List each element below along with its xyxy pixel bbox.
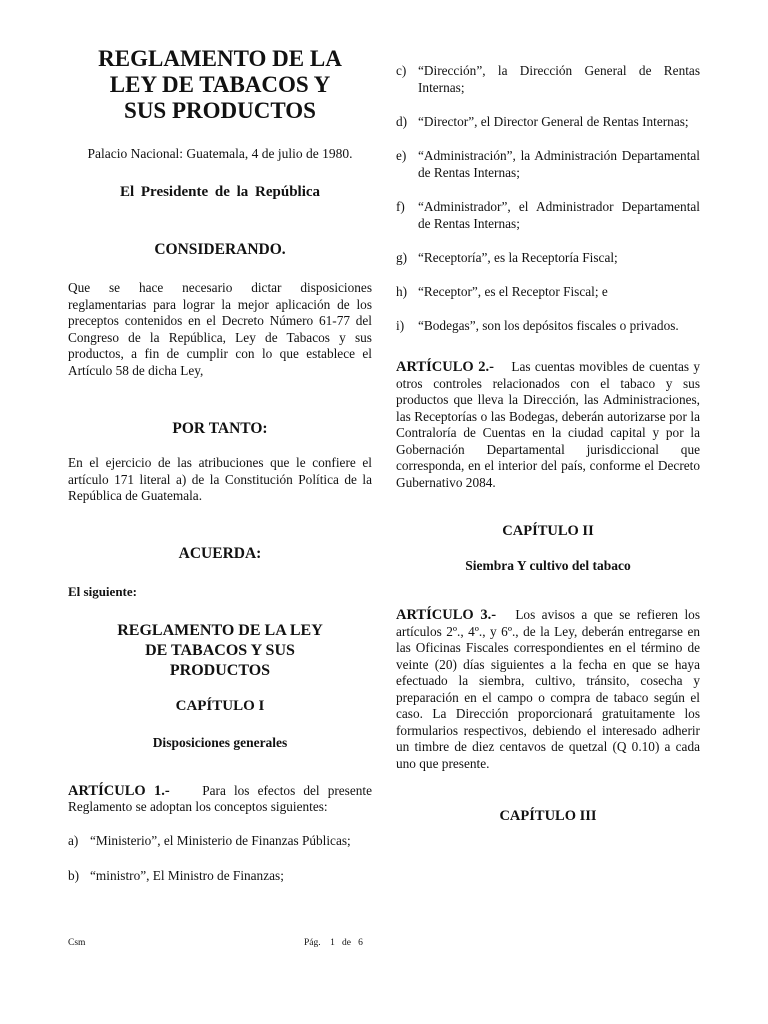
capitulo-2-heading: CAPÍTULO II	[502, 523, 594, 539]
title-line: LEY DE TABACOS Y	[109, 72, 331, 97]
item-label: g)	[396, 250, 408, 265]
title2-line: PRODUCTOS	[169, 661, 271, 679]
item-label: h)	[396, 284, 408, 299]
capitulo-1-heading: CAPÍTULO I	[175, 697, 265, 714]
item-label: d)	[396, 114, 408, 129]
title-line: SUS PRODUCTOS	[124, 98, 316, 123]
item-text: “Bodegas”, son los depósitos fiscales o privados.	[418, 318, 679, 333]
footer-initials: Csm	[68, 938, 86, 948]
reglamento-title	[68, 621, 372, 681]
item-text: “Receptor”, es el Receptor Fiscal; e	[418, 284, 608, 299]
page-label: Pág.	[304, 938, 321, 948]
left-column	[68, 38, 372, 884]
president-heading: El Presidente de la República	[119, 184, 321, 200]
considerando-heading: CONSIDERANDO.	[154, 241, 286, 258]
articulo-1-heading: ARTÍCULO 1.-	[68, 782, 170, 799]
acuerda-heading: ACUERDA:	[178, 544, 262, 562]
portanto-heading: POR TANTO:	[172, 420, 268, 437]
articulo-2-text: Las cuentas movibles de cuentas y otros controles relacionados con el tabaco y sus productos que lleva la Dirección, las Administraciones, las Receptorías o las Bodegas, deberán autorizarse por la Contraloría de Cuentas en la ciudad capital y por la Gobernación Departamental jurisdiccional que corresponda, en el interior del país, conforme el Decreto Gubernativo 2084.	[396, 359, 701, 490]
item-label: e)	[396, 148, 407, 163]
item-label: c)	[396, 63, 407, 78]
capitulo-2-subtitle: Siembra Y cultivo del tabaco	[465, 558, 631, 573]
item-text: “Director”, el Director General de Rentas Internas;	[418, 114, 689, 129]
item-text: “Receptoría”, es la Receptoría Fiscal;	[418, 250, 618, 265]
list-item	[396, 283, 700, 300]
list-item	[68, 832, 372, 849]
item-text: “Ministerio”, el Ministerio de Finanzas Públicas;	[90, 832, 351, 848]
item-label: f)	[396, 199, 405, 214]
articulo-3-heading: ARTÍCULO 3.-	[396, 607, 497, 623]
item-label: a)	[68, 832, 79, 848]
title2-line: REGLAMENTO DE LA LEY	[117, 621, 323, 639]
item-text: “ministro”, El Ministro de Finanzas;	[90, 867, 284, 883]
right-column	[396, 62, 700, 825]
list-item	[396, 249, 700, 266]
page-number	[304, 938, 363, 948]
list-item	[396, 147, 700, 181]
articulo-3	[396, 607, 700, 772]
capitulo-1-subtitle: Disposiciones generales	[152, 734, 288, 750]
list-item	[396, 62, 700, 96]
document-title	[68, 46, 372, 124]
capitulo-3-heading: CAPÍTULO III	[499, 808, 597, 824]
page-de: de	[342, 938, 351, 948]
item-label: b)	[68, 867, 80, 883]
dateline: Palacio Nacional: Guatemala, 4 de julio de 1980.	[87, 146, 353, 161]
item-label: i)	[396, 318, 405, 333]
articulo-1	[68, 783, 372, 816]
articulo-2-heading: ARTÍCULO 2.-	[396, 359, 494, 375]
articulo-1-text: Para los efectos del presente Reglamento se adoptan los conceptos siguientes:	[68, 782, 373, 814]
page-total: 6	[358, 938, 363, 948]
title-line: REGLAMENTO DE LA	[98, 46, 342, 71]
list-item	[68, 867, 372, 884]
item-text: “Dirección”, la Dirección General de Rentas Internas;	[418, 63, 700, 95]
articulo-3-text: Los avisos a que se refieren los artículos 2º., 4º., y 6º., de la Ley, deberán entregarse en las Oficinas Fiscales correspondientes en el término de veinte (20) días siguientes a la fecha en que se haya efectuado la siembra, cultivo, tránsito, cosecha y preparación en el campo o compra de tabaco según el caso. La Dirección proporcionará gratuitamente los formularios respectivos, debiendo el interesado adherir un timbre de diez centavos de quetzal (Q 0.10) a cada uno que presente.	[396, 607, 700, 771]
page-current: 1	[330, 938, 335, 948]
articulo-2	[396, 359, 700, 491]
list-item	[396, 317, 700, 334]
item-text: “Administración”, la Administración Departamental de Rentas Internas;	[418, 148, 700, 180]
item-text: “Administrador”, el Administrador Departamental de Rentas Internas;	[418, 199, 700, 231]
title2-line: DE TABACOS Y SUS	[145, 641, 295, 659]
portanto-paragraph: En el ejercicio de las atribuciones que le confiere el artículo 171 literal a) de la Constitución Política de la República de Guatemala.	[68, 455, 372, 503]
siguiente-label: El siguiente:	[68, 583, 137, 599]
list-item	[396, 113, 700, 130]
considerando-paragraph: Que se hace necesario dictar disposiciones reglamentarias para lograr la mejor aplicación de los preceptos contenidos en el Decreto Número 61-77 del Congreso de la República, Ley de Tabacos y sus productos, a fin de cumplir con lo que establece el Artículo 58 de dicha Ley,	[68, 280, 372, 378]
list-item	[396, 198, 700, 232]
